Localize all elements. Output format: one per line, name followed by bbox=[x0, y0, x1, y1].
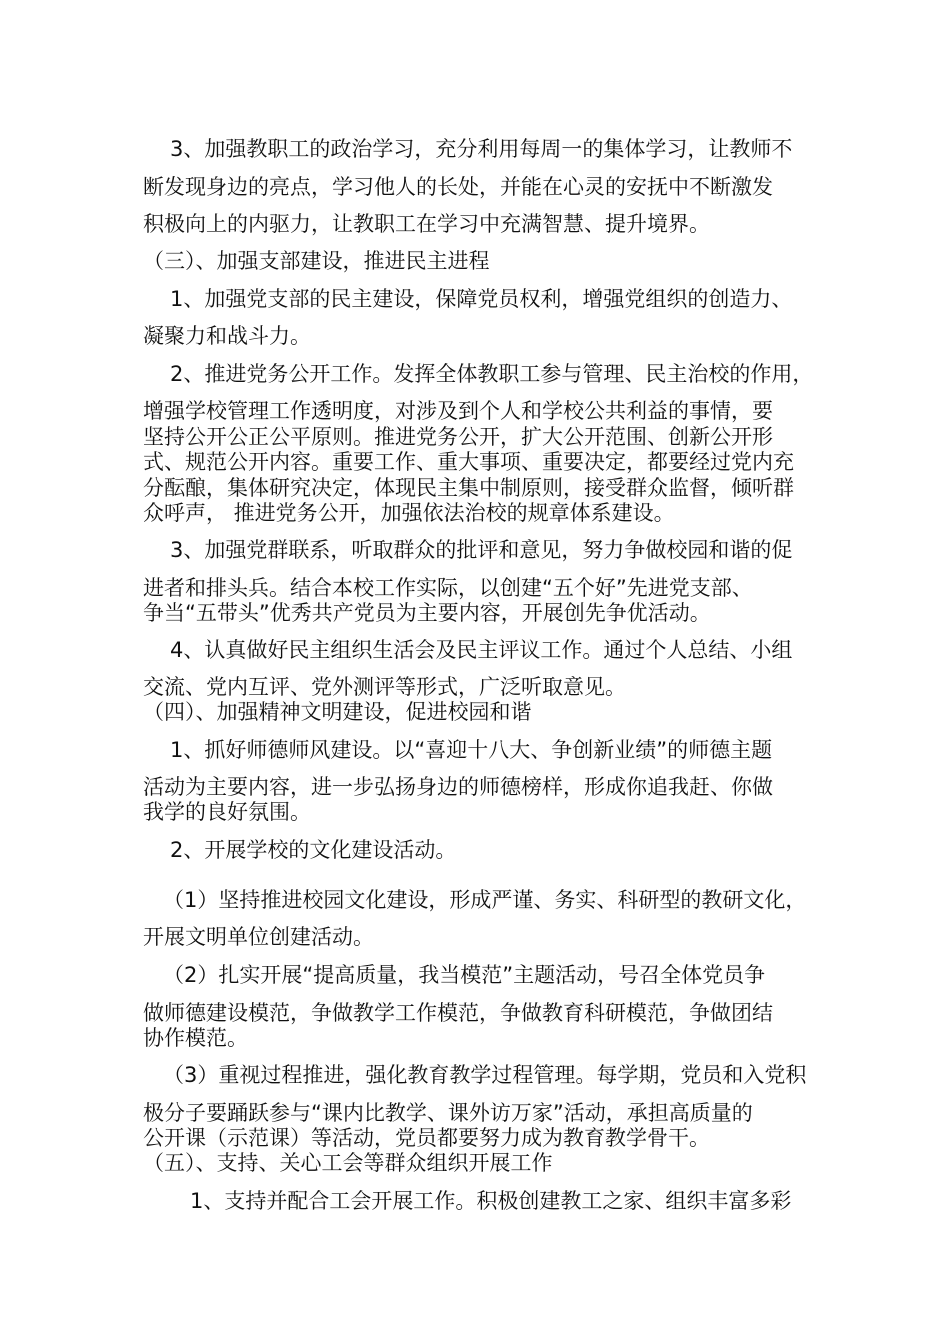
text-line: 3、加强教职工的政治学习，充分利用每周一的集体学习，让教师不 bbox=[170, 137, 793, 161]
text-line: 1、加强党支部的民主建设，保障党员权利，增强党组织的创造力、 bbox=[170, 287, 793, 311]
text-line: 开展文明单位创建活动。 bbox=[143, 925, 374, 949]
text-line: 断发现身边的亮点，学习他人的长处，并能在心灵的安抚中不断激发 bbox=[143, 175, 773, 199]
text-line: （2）扎实开展“提高质量，我当模范”主题活动，号召全体党员争 bbox=[163, 963, 766, 987]
text-line: 增强学校管理工作透明度，对涉及到个人和学校公共利益的事情，要 bbox=[143, 399, 773, 423]
text-line: 凝聚力和战斗力。 bbox=[143, 324, 311, 348]
text-line: 1、支持并配合工会开展工作。积极创建教工之家、组织丰富多彩 bbox=[190, 1189, 792, 1213]
text-line: （1）坚持推进校园文化建设，形成严谨、务实、科研型的教研文化， bbox=[163, 888, 807, 912]
text-line: 1、抓好师德师风建设。以“喜迎十八大、争创新业绩”的师德主题 bbox=[170, 738, 773, 762]
text-line: 分酝酿，集体研究决定，体现民主集中制原则，接受群众监督，倾听群 bbox=[143, 476, 794, 500]
text-line: 做师德建设模范，争做教学工作模范，争做教育科研模范，争做团结 bbox=[143, 1001, 773, 1025]
section-heading: （四）、加强精神文明建设，促进校园和谐 bbox=[143, 700, 532, 724]
text-line: 众呼声， 推进党务公开，加强依法治校的规章体系建设。 bbox=[143, 501, 675, 525]
text-line: 公开课（示范课）等活动，党员都要努力成为教育教学骨干。 bbox=[143, 1126, 710, 1150]
text-line: 争当“五带头”优秀共产党员为主要内容，开展创先争优活动。 bbox=[143, 601, 711, 625]
text-line: 我学的良好氛围。 bbox=[143, 800, 311, 824]
text-line: 极分子要踊跃参与“课内比教学、课外访万家”活动，承担高质量的 bbox=[143, 1101, 753, 1125]
text-line: 协作模范。 bbox=[143, 1026, 248, 1050]
text-line: 交流、党内互评、党外测评等形式，广泛听取意见。 bbox=[143, 675, 626, 699]
text-line: 4、认真做好民主组织生活会及民主评议工作。通过个人总结、小组 bbox=[170, 638, 793, 662]
text-line: 3、加强党群联系，听取群众的批评和意见，努力争做校园和谐的促 bbox=[170, 538, 793, 562]
text-line: 进者和排头兵。结合本校工作实际，以创建“五个好”先进党支部、 bbox=[143, 576, 753, 600]
text-line: （3）重视过程推进，强化教育教学过程管理。每学期，党员和入党积 bbox=[163, 1063, 807, 1087]
text-line: 式、规范公开内容。重要工作、重大事项、重要决定，都要经过党内充 bbox=[143, 450, 794, 474]
text-line: 活动为主要内容，进一步弘扬身边的师德榜样，形成你追我赶、你做 bbox=[143, 775, 773, 799]
text-line: 积极向上的内驱力，让教职工在学习中充满智慧、提升境界。 bbox=[143, 212, 710, 236]
text-line: 2、开展学校的文化建设活动。 bbox=[170, 838, 457, 862]
text-line: 坚持公开公正公平原则。推进党务公开，扩大公开范围、创新公开形 bbox=[143, 425, 773, 449]
section-heading: （三）、加强支部建设，推进民主进程 bbox=[143, 249, 490, 273]
section-heading: （五）、支持、关心工会等群众组织开展工作 bbox=[143, 1151, 553, 1175]
text-line: 2、推进党务公开工作。发挥全体教职工参与管理、民主治校的作用， bbox=[170, 362, 814, 386]
